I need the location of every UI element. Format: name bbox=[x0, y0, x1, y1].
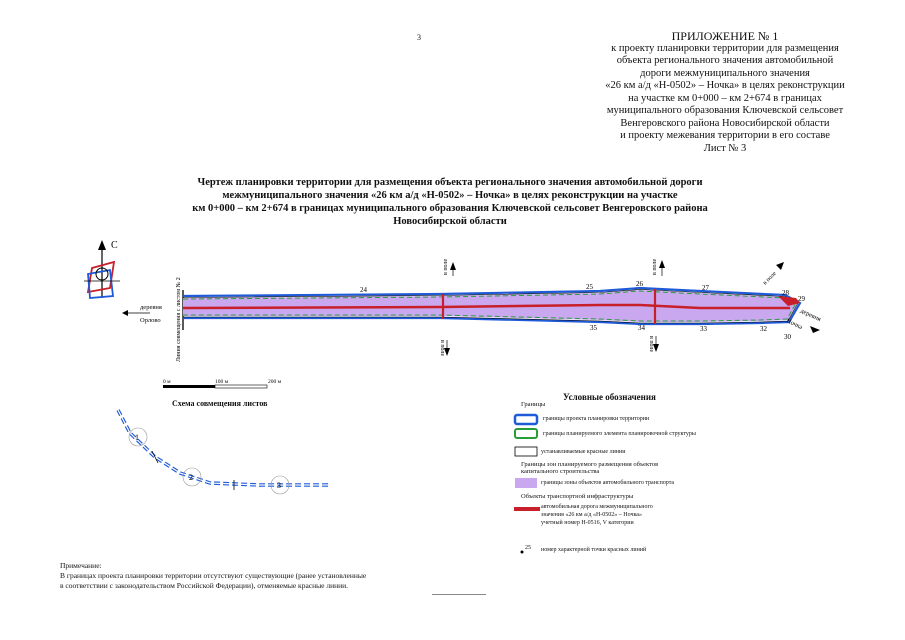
note-line: В границах проекта планировки территории отсутствуют существующие (ранее установленные bbox=[60, 571, 367, 580]
legend-project-boundary-icon bbox=[515, 415, 537, 424]
legend-point-icon bbox=[521, 551, 524, 554]
appendix-line: дороги межмуниципального значения bbox=[640, 67, 810, 79]
sheet-number: 3 bbox=[277, 481, 281, 490]
planning-drawing bbox=[0, 230, 905, 400]
legend-point-sample: 25 bbox=[525, 545, 531, 551]
note-line: в соответствии с законодательством Российской Федерации), отменяемые красные линии. bbox=[60, 581, 349, 590]
left-village-label: деревня bbox=[140, 304, 162, 311]
sheet-layout-schema bbox=[100, 405, 350, 505]
legend-group-boundaries: Границы bbox=[521, 401, 546, 408]
sheet-join-label: Линия совмещения с листом № 2 bbox=[176, 277, 182, 362]
scale-bar bbox=[163, 385, 267, 388]
to-field-label: в поле bbox=[648, 336, 654, 353]
legend-group-zones: капитального строительства bbox=[521, 468, 600, 475]
note-block bbox=[60, 561, 400, 591]
to-field-label: в поле bbox=[762, 270, 778, 287]
right-village-label: деревня bbox=[799, 307, 822, 324]
legend-item-label: границы зоны объектов автомобильного транспорта bbox=[541, 480, 675, 486]
scale-label: 100 м bbox=[215, 379, 229, 385]
appendix-line: на участке км 0+000 – км 2+674 в границах bbox=[628, 92, 822, 104]
appendix-line: «26 км а/д «Н-0502» – Ночка» в целях реконструкции bbox=[605, 80, 845, 91]
legend-group-zones: Границы зон планируемого размещения объектов bbox=[521, 461, 659, 468]
right-village-name: Ночка bbox=[785, 317, 804, 331]
legend-zone-icon bbox=[515, 478, 537, 488]
legend-item-label: устанавливаемые красные линии bbox=[541, 449, 626, 455]
schema-title: Схема совмещения листов bbox=[172, 399, 268, 408]
point-number: 30 bbox=[784, 333, 791, 341]
appendix-line: и проекту межевания территории в его составе bbox=[620, 130, 830, 141]
point-number: 25 bbox=[586, 283, 593, 291]
title-line: межмуниципального значения «26 км а/д «Н-0502» – Ночка» в целях реконструкции на участке bbox=[222, 190, 678, 201]
appendix-line: объекта регионального значения автомобильной bbox=[616, 55, 834, 66]
footer-divider bbox=[432, 594, 486, 595]
point-number: 28 bbox=[782, 289, 789, 297]
to-field-label: в поле bbox=[439, 340, 445, 357]
appendix-sheet: Лист № 3 bbox=[703, 142, 747, 154]
title-line: Чертеж планировки территории для размещения объекта регионального значения автомобильной дороги bbox=[197, 177, 703, 188]
scale-label: 0 м bbox=[163, 379, 171, 385]
legend-item-label: границы проекта планировки территории bbox=[543, 416, 650, 422]
legend-item-label: учетный номер Н-0516, V категории bbox=[541, 520, 634, 526]
schema-route bbox=[118, 410, 330, 485]
point-number: 24 bbox=[360, 286, 367, 294]
legend-item-label: значения «26 км а/д «Н-0502» – Ночка» bbox=[541, 512, 642, 518]
point-number: 35 bbox=[590, 324, 597, 332]
appendix-block bbox=[575, 30, 875, 155]
legend-symbols bbox=[512, 412, 542, 562]
appendix-line: Венгеровского района Новосибирской области bbox=[620, 117, 830, 129]
scale-label: 200 м bbox=[268, 379, 282, 385]
sheet-number: 1 bbox=[135, 433, 139, 442]
point-number: 32 bbox=[760, 325, 767, 333]
arrow-left-head-icon bbox=[122, 310, 128, 316]
to-field-label: в поле bbox=[443, 258, 449, 275]
title-line: Новосибирской области bbox=[393, 216, 507, 227]
note-title: Примечание: bbox=[60, 561, 102, 570]
left-village-name: Орлово bbox=[140, 317, 161, 324]
point-number: 26 bbox=[636, 280, 643, 288]
appendix-line: к проекту планировки территории для размещения bbox=[611, 42, 839, 54]
legend-group-transport: Объекты транспортной инфраструктуры bbox=[521, 493, 634, 500]
legend-item-label: автомобильная дорога межмуниципального bbox=[541, 504, 653, 510]
point-number: 27 bbox=[702, 284, 709, 292]
arrow-right-head-icon bbox=[810, 326, 820, 333]
appendix-line: муниципального образования Ключевской сельсовет bbox=[606, 105, 844, 116]
point-number: 29 bbox=[798, 295, 805, 303]
point-number: 34 bbox=[638, 324, 645, 332]
page-number: 3 bbox=[417, 33, 421, 42]
schema-route-inner bbox=[118, 410, 330, 485]
arrow-upright-icon bbox=[776, 262, 784, 270]
legend-element-boundary-icon bbox=[515, 429, 537, 438]
legend-red-lines-icon bbox=[515, 447, 537, 456]
to-field-label: в поле bbox=[652, 258, 658, 275]
north-label: С bbox=[111, 240, 118, 251]
legend-item-label: номер характерной точки красных линий bbox=[541, 547, 647, 553]
appendix-heading: ПРИЛОЖЕНИЕ № 1 bbox=[671, 29, 779, 43]
title-line: км 0+000 – км 2+674 в границах муниципального образования Ключевской сельсовет Венгеровского района bbox=[192, 203, 708, 214]
legend-item-label: границы планируемого элемента планировочной структуры bbox=[543, 431, 696, 437]
point-number: 33 bbox=[700, 325, 707, 333]
sheet-number: 2 bbox=[189, 473, 193, 482]
legend-title: Условные обозначения bbox=[563, 392, 656, 402]
drawing-title bbox=[170, 176, 730, 228]
